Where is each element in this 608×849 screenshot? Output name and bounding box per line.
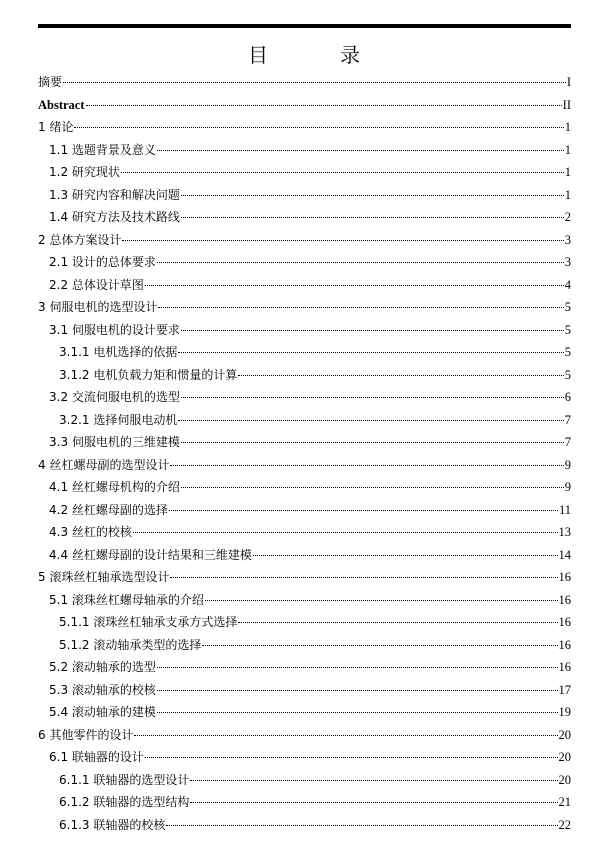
toc-entry-title: 4.4 丝杠螺母副的设计结果和三维建模 [49,547,252,562]
toc-entry-page-number: 9 [564,480,571,494]
toc-entry-title: 3 伺服电机的选型设计 [38,300,158,314]
toc-entry-page-number: I [566,75,571,89]
dot-leader [157,712,558,713]
toc-entry-page-number: 1 [564,187,571,202]
toc-entry[interactable] [38,71,571,94]
dot-leader [181,330,564,331]
toc-entry-page-number: 6 [564,390,571,404]
toc-entry-title: 3.2 交流伺服电机的选型 [49,390,180,404]
dot-leader [253,555,558,556]
toc-entry-title: 1.3 研究内容和解决问题 [49,187,180,202]
toc-entry-page-number: 20 [558,772,571,787]
dot-leader [178,420,563,421]
toc-entry[interactable] [38,611,571,634]
dot-leader [202,645,557,646]
toc-entry[interactable] [38,521,571,544]
toc-entry-title: 5 滚珠丝杠轴承选型设计 [38,570,170,584]
toc-entry-title: 4.2 丝杠螺母副的选择 [49,502,168,517]
toc-entry-page-number: 1 [564,120,571,134]
toc-entry-page-number: 16 [558,660,571,674]
toc-entry-title: 6.1.1 联轴器的选型设计 [59,772,190,787]
dot-leader [190,802,557,803]
toc-entry[interactable] [38,791,571,814]
dot-leader [122,240,563,241]
toc-entry-page-number: 21 [558,795,571,809]
toc-entry-page-number: 13 [558,525,571,539]
toc-entry-page-number: 5 [564,345,571,359]
toc-entry[interactable] [38,566,571,589]
toc-entry[interactable] [38,431,571,454]
toc-entry[interactable] [38,94,571,117]
toc-entry[interactable] [38,409,571,432]
toc-entry-page-number: 9 [564,457,571,472]
toc-entry[interactable] [38,364,571,387]
toc-entry-title: 4 丝杠螺母副的选型设计 [38,457,170,472]
dot-leader [63,82,566,83]
toc-entry-page-number: 3 [564,255,571,269]
dot-leader [238,375,563,376]
toc-entry[interactable] [38,724,571,747]
toc-entry-title: 5.1.2 滚动轴承类型的选择 [59,637,202,652]
toc-entry-title: 6 其他零件的设计 [38,727,134,742]
toc-entry-page-number: 16 [558,615,571,629]
dot-leader [74,127,563,128]
toc-entry-title: 1.2 研究现状 [49,165,120,179]
toc-entry[interactable] [38,229,571,252]
toc-entry-title: 5.1.1 滚珠丝杠轴承支承方式选择 [59,615,238,629]
toc-entry-page-number: 20 [558,750,571,764]
toc-entry-page-number: 7 [564,435,571,449]
dot-leader [133,532,558,533]
toc-entry-title: Abstract [38,97,85,112]
toc-entry[interactable] [38,499,571,522]
toc-entry[interactable] [38,589,571,612]
toc-entry[interactable] [38,656,571,679]
toc-entry[interactable] [38,341,571,364]
dot-leader [170,465,563,466]
toc-entry[interactable] [38,679,571,702]
dot-leader [205,600,558,601]
toc-entry-page-number: 16 [558,592,571,607]
toc-entry-page-number: 5 [564,367,571,382]
dot-leader [170,577,557,578]
dot-leader [190,780,557,781]
toc-entry[interactable] [38,814,571,837]
header-rule [38,24,571,28]
toc-entry-title: 1.1 选题背景及意义 [49,142,156,157]
dot-leader [86,105,562,106]
toc-entry-page-number: 17 [558,682,571,697]
toc-entry-title: 6.1.3 联轴器的校核 [59,817,166,832]
toc-entry[interactable] [38,296,571,319]
dot-leader [158,307,563,308]
toc-entry-page-number: 11 [558,502,571,517]
dot-leader [157,262,564,263]
toc-entry-title: 3.1.1 电机选择的依据 [59,345,178,359]
toc-entry[interactable] [38,634,571,657]
toc-entry-title: 2 总体方案设计 [38,232,122,247]
toc-entry-title: 3.1 伺服电机的设计要求 [49,322,180,337]
toc-entry-page-number: 7 [564,412,571,427]
toc-entry-page-number: 3 [564,232,571,247]
toc-entry[interactable] [38,251,571,274]
dot-leader [181,217,564,218]
toc-entry-title: 5.2 滚动轴承的选型 [49,660,156,674]
toc-entry[interactable] [38,746,571,769]
toc-entry[interactable] [38,206,571,229]
dot-leader [181,397,564,398]
toc-entry[interactable] [38,319,571,342]
dot-leader [238,622,557,623]
dot-leader [169,510,558,511]
dot-leader [121,172,564,173]
toc-entry-title: 3.2.1 选择伺服电动机 [59,412,178,427]
dot-leader [181,487,564,488]
toc-entry[interactable] [38,454,571,477]
toc-entry-title: 2.2 总体设计草图 [49,277,144,292]
toc-entry[interactable] [38,116,571,139]
toc-entry-title: 6.1.2 联轴器的选型结构 [59,795,190,809]
toc-entry-page-number: II [562,97,571,112]
toc-entry-title: 摘要 [38,75,63,89]
toc-entry-page-number: 19 [558,705,571,719]
toc-entry-title: 2.1 设计的总体要求 [49,255,156,269]
toc-entry[interactable] [38,544,571,567]
toc-entry-title: 5.1 滚珠丝杠螺母轴承的介绍 [49,592,204,607]
toc-entry-page-number: 5 [564,300,571,314]
toc-entry-page-number: 20 [558,727,571,742]
dot-leader [178,352,563,353]
toc-entry-title: 4.1 丝杠螺母机构的介绍 [49,480,180,494]
dot-leader [157,667,558,668]
dot-leader [157,690,558,691]
page-title: 目 录 [248,43,386,67]
toc-entry[interactable] [38,184,571,207]
toc-entry-title: 1 绪论 [38,120,74,134]
dot-leader [181,195,564,196]
toc-entry-page-number: 16 [558,570,571,584]
toc-entry-page-number: 4 [564,277,571,292]
toc-entry-page-number: 22 [558,817,571,832]
dot-leader [145,757,558,758]
toc-entry-page-number: 16 [558,637,571,652]
toc-entry-title: 1.4 研究方法及技术路线 [49,210,180,224]
toc-entry-page-number: 2 [564,210,571,224]
toc-entry-title: 3.1.2 电机负载力矩和惯量的计算 [59,367,238,382]
toc-entry[interactable] [38,476,571,499]
dot-leader [134,735,557,736]
toc-entry-page-number: 5 [564,322,571,337]
toc-entry-page-number: 14 [558,547,571,562]
toc-entry-page-number: 1 [564,165,571,179]
toc-entry[interactable] [38,769,571,792]
toc-entry[interactable] [38,274,571,297]
toc-entry-title: 4.3 丝杠的校核 [49,525,132,539]
dot-leader [181,442,564,443]
toc-entry-title: 5.3 滚动轴承的校核 [49,682,156,697]
toc-entry-page-number: 1 [564,142,571,157]
toc-entry-title: 5.4 滚动轴承的建模 [49,705,156,719]
table-of-contents [38,71,571,836]
dot-leader [145,285,564,286]
dot-leader [166,825,557,826]
toc-entry[interactable] [38,386,571,409]
toc-entry[interactable] [38,139,571,162]
toc-entry-title: 3.3 伺服电机的三维建模 [49,435,180,449]
dot-leader [157,150,564,151]
toc-entry-title: 6.1 联轴器的设计 [49,750,144,764]
toc-entry[interactable] [38,701,571,724]
toc-entry[interactable] [38,161,571,184]
